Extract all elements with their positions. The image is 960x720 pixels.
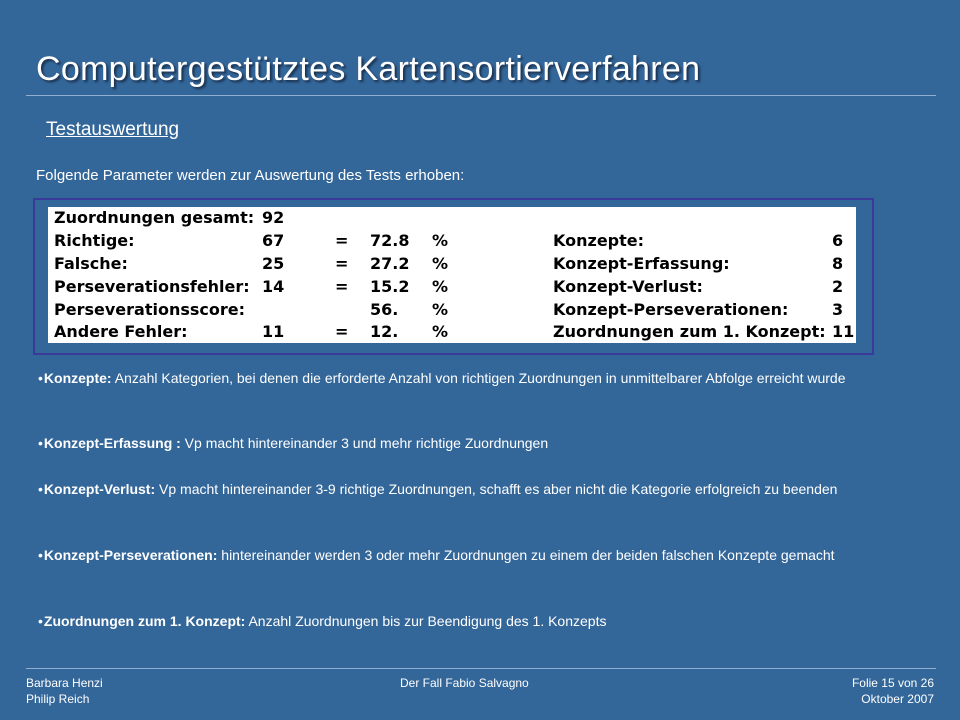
result-equals: = bbox=[335, 322, 349, 341]
result-percent: 15.2 bbox=[370, 277, 410, 296]
result-value: 92 bbox=[262, 208, 285, 227]
concept-value: 6 bbox=[832, 231, 844, 250]
concept-label: Konzept-Verlust: bbox=[553, 277, 703, 296]
definition-term: Konzepte: bbox=[43, 370, 112, 386]
title-divider bbox=[26, 95, 936, 96]
bullet-icon: • bbox=[38, 370, 43, 386]
definition-term: Zuordnungen zum 1. Konzept: bbox=[43, 613, 246, 629]
footer-date: Oktober 2007 bbox=[861, 692, 934, 706]
concept-label: Konzepte: bbox=[553, 231, 645, 250]
result-equals: = bbox=[335, 277, 349, 296]
definition-text: hintereinander werden 3 oder mehr Zuordnungen zu einem der beiden falschen Konzepte gemacht bbox=[217, 547, 835, 563]
definition-text: Vp macht hintereinander 3 und mehr richtige Zuordnungen bbox=[180, 435, 549, 451]
footer-slide-number: Folie 15 von 26 bbox=[851, 676, 934, 690]
concept-label: Zuordnungen zum 1. Konzept: bbox=[553, 322, 826, 341]
percent-sign: % bbox=[432, 254, 449, 273]
result-value: 67 bbox=[262, 231, 285, 250]
result-label: Perseverationsfehler: bbox=[54, 277, 250, 296]
footer-author: Barbara Henzi bbox=[26, 676, 103, 690]
definition-item bbox=[38, 611, 918, 631]
result-percent: 72.8 bbox=[370, 231, 410, 250]
definition-item bbox=[38, 368, 918, 388]
results-table bbox=[48, 207, 856, 343]
definition-term: Konzept-Verlust: bbox=[43, 481, 156, 497]
percent-sign: % bbox=[432, 231, 449, 250]
result-label: Richtige: bbox=[54, 231, 135, 250]
result-value: 11 bbox=[262, 322, 285, 341]
result-percent: 27.2 bbox=[370, 254, 410, 273]
footer-authors bbox=[26, 675, 103, 707]
bullet-icon: • bbox=[38, 547, 43, 563]
result-label: Andere Fehler: bbox=[54, 322, 188, 341]
bullet-icon: • bbox=[38, 435, 43, 451]
definition-term: Konzept-Erfassung : bbox=[43, 435, 181, 451]
definition-term: Konzept-Perseverationen: bbox=[43, 547, 218, 563]
footer-slide-info bbox=[852, 675, 934, 707]
result-percent: 56. bbox=[370, 300, 399, 319]
result-label: Falsche: bbox=[54, 254, 128, 273]
concept-value: 3 bbox=[832, 300, 844, 319]
footer-presentation-title: Der Fall Fabio Salvagno bbox=[400, 676, 529, 690]
percent-sign: % bbox=[432, 322, 449, 341]
percent-sign: % bbox=[432, 300, 449, 319]
bullet-icon: • bbox=[38, 613, 43, 629]
concept-label: Konzept-Erfassung: bbox=[553, 254, 730, 273]
concept-value: 8 bbox=[832, 254, 844, 273]
result-percent: 12. bbox=[370, 322, 399, 341]
definition-item bbox=[38, 545, 918, 565]
section-subtitle: Testauswertung bbox=[46, 119, 180, 140]
result-value: 14 bbox=[262, 277, 285, 296]
result-label: Perseverationsscore: bbox=[54, 300, 245, 319]
concept-label: Konzept-Perseverationen: bbox=[553, 300, 789, 319]
result-equals: = bbox=[335, 254, 349, 273]
concept-value: 11 bbox=[832, 322, 855, 341]
definition-text: Anzahl Zuordnungen bis zur Beendigung des 1. Konzepts bbox=[245, 613, 607, 629]
result-equals: = bbox=[335, 231, 349, 250]
footer-divider bbox=[26, 668, 936, 669]
slide-title: Computergestütztes Kartensortierverfahren bbox=[36, 50, 701, 88]
definition-item bbox=[38, 433, 918, 453]
intro-text: Folgende Parameter werden zur Auswertung des Tests erhoben: bbox=[36, 167, 465, 184]
result-value: 25 bbox=[262, 254, 285, 273]
definition-text: Vp macht hintereinander 3-9 richtige Zuordnungen, schafft es aber nicht die Kategorie erfolgreich zu beenden bbox=[155, 481, 838, 497]
definition-text: Anzahl Kategorien, bei denen die erforderte Anzahl von richtigen Zuordnungen in unmittelbarer Abfolge erreicht wurde bbox=[111, 370, 846, 386]
concept-value: 2 bbox=[832, 277, 844, 296]
footer-author: Philip Reich bbox=[26, 692, 90, 706]
definition-item bbox=[38, 479, 918, 499]
result-label: Zuordnungen gesamt: bbox=[54, 208, 255, 227]
bullet-icon: • bbox=[38, 481, 43, 497]
percent-sign: % bbox=[432, 277, 449, 296]
